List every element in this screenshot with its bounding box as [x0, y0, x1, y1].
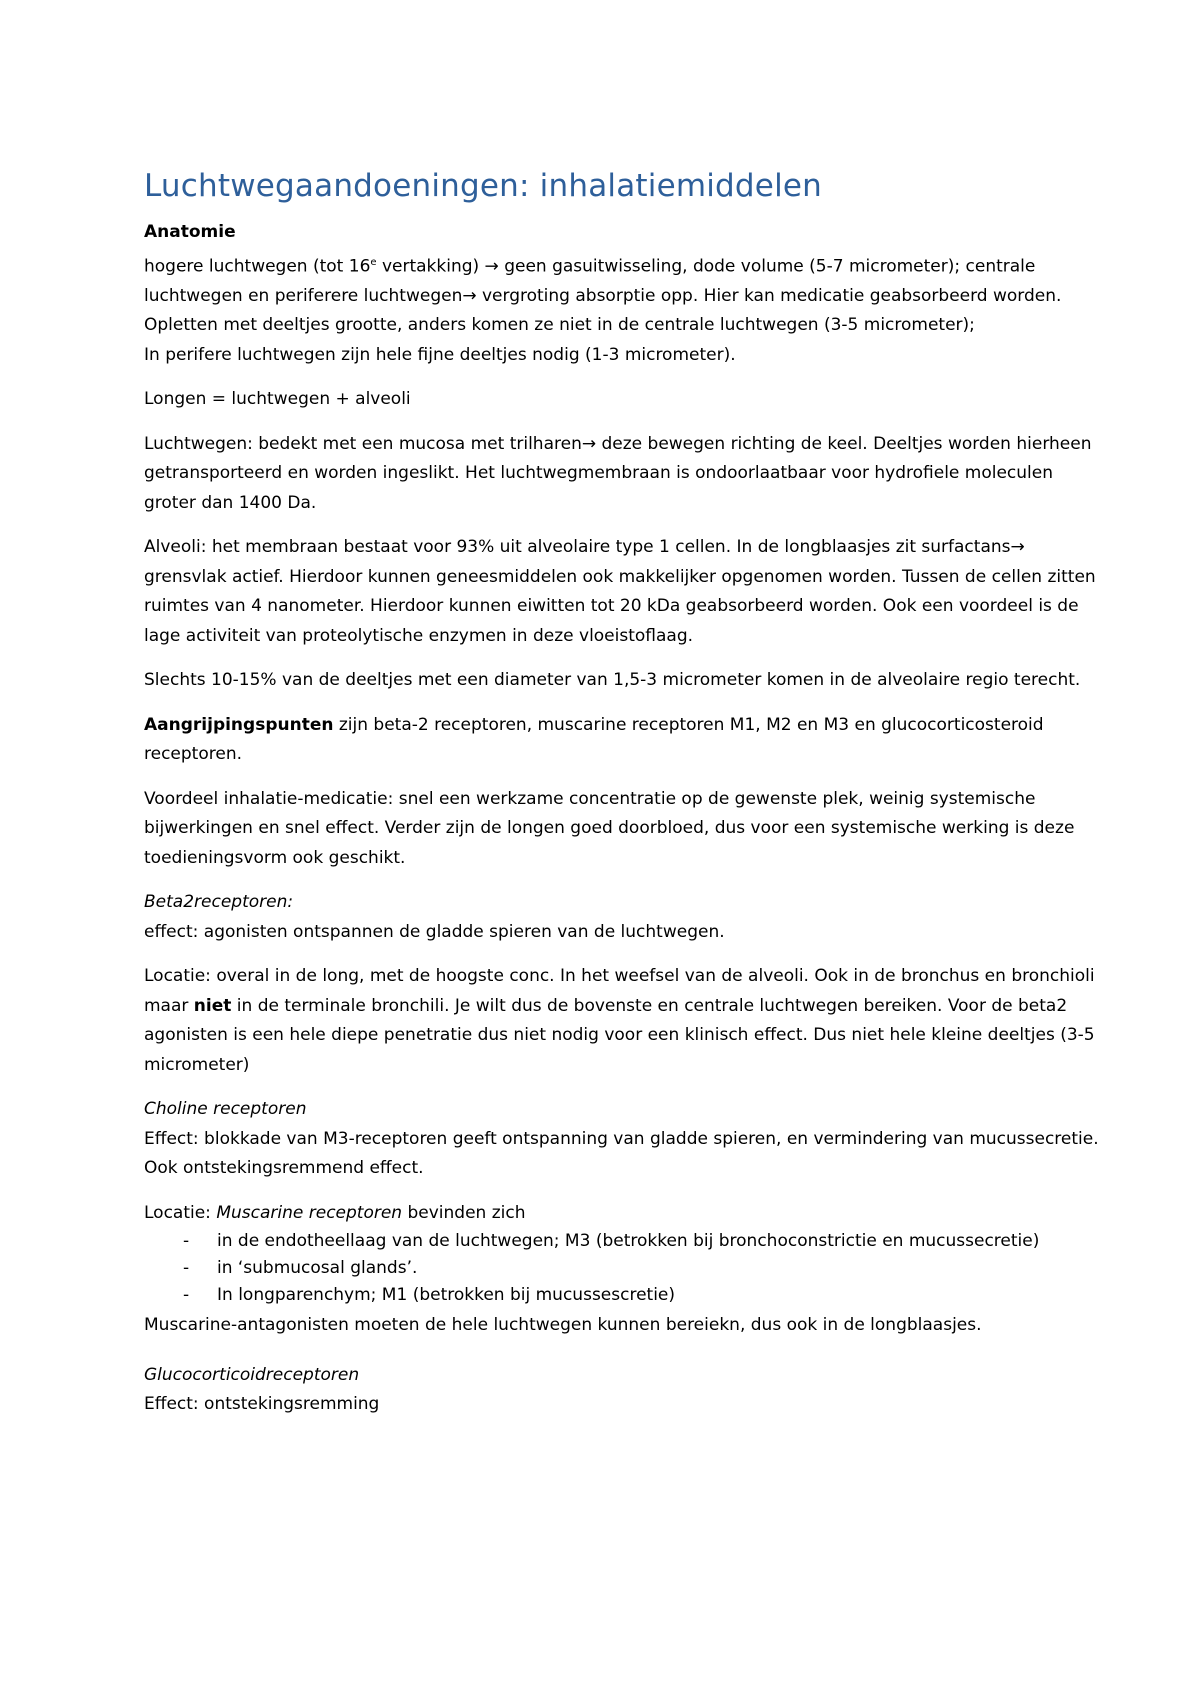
- choline-locatie: [144, 1199, 1100, 1229]
- choline-locatie-b: bevinden zich: [402, 1202, 526, 1223]
- document-title: Luchtwegaandoeningen: inhalatiemiddelen: [144, 168, 823, 204]
- list-item-text: in ‘submucosal glands’.: [217, 1258, 418, 1279]
- choline-effect: Effect: blokkade van M3-receptoren geeft ontspanning van gladde spieren, en vermindering van mucussecretie. Ook ontstekingsremmend effect.: [144, 1128, 1099, 1179]
- anatomie-text-1b: vertakking) → geen gasuitwisseling, dode volume (5-7 micrometer); centrale luchtwegen en periferere luchtwegen→ vergroting absorptie opp. Hier kan medicatie geabsorbeerd worden. Opletten met deeltjes grootte, anders komen ze niet in de centrale luchtwegen (3-5 micrometer);: [144, 256, 1062, 336]
- aangrijpingspunten-bold: Aangrijpingspunten: [144, 714, 334, 735]
- beta2-locatie-b: in de terminale bronchili. Je wilt dus de bovenste en centrale luchtwegen bereiken. Voor de beta2 agonisten is een hele diepe penetratie dus niet nodig voor een klinisch effect. Dus niet hele kleine deeltjes (3-5 micrometer): [144, 995, 1095, 1075]
- paragraph-muscarine-antagonisten: Muscarine-antagonisten moeten de hele luchtwegen kunnen bereiekn, dus ook in de longblaasjes.: [144, 1315, 982, 1336]
- paragraph-voordeel: Voordeel inhalatie-medicatie: snel een werkzame concentratie op de gewenste plek, weinig systemische bijwerkingen en snel effect. Verder zijn de longen goed doorbloed, dus voor een systemische werking is deze toedieningsvorm ook geschikt.: [144, 788, 1075, 868]
- dash-marker: -: [183, 1285, 190, 1306]
- anatomie-superscript: e: [370, 256, 377, 268]
- choline-locatie-a: Locatie:: [144, 1202, 217, 1223]
- anatomie-paragraph-2: In perifere luchtwegen zijn hele fijne deeltjes nodig (1-3 micrometer).: [144, 344, 736, 365]
- list-item: [144, 1228, 1100, 1255]
- list-item: [144, 1282, 1100, 1309]
- list-item-text: in de endotheellaag van de luchtwegen; M3 (betrokken bij bronchoconstrictie en mucussecretie): [217, 1231, 1040, 1252]
- section-gluco: [144, 1361, 1100, 1420]
- paragraph-slechts: Slechts 10-15% van de deeltjes met een diameter van 1,5-3 micrometer komen in de alveolaire regio terecht.: [144, 670, 1081, 691]
- choline-heading: Choline receptoren: [144, 1099, 307, 1120]
- anatomie-text-1a: hogere luchtwegen (tot 16: [144, 256, 371, 277]
- muscarine-list: [144, 1228, 1100, 1309]
- list-item-text: In longparenchym; M1 (betrokken bij mucussescretie): [217, 1285, 676, 1306]
- section-anatomie: [144, 218, 1100, 370]
- dash-marker: -: [183, 1258, 190, 1279]
- anatomie-heading: Anatomie: [144, 222, 236, 242]
- section-choline: [144, 1095, 1100, 1184]
- beta2-effect: effect: agonisten ontspannen de gladde spieren van de luchtwegen.: [144, 921, 725, 942]
- gluco-effect: Effect: ontstekingsremming: [144, 1394, 380, 1415]
- aangrijpingspunten-rest: zijn beta-2 receptoren, muscarine receptoren M1, M2 en M3 en glucocorticosteroid receptoren.: [144, 714, 1044, 765]
- choline-locatie-italic: Muscarine receptoren: [216, 1202, 403, 1223]
- dash-marker: -: [183, 1231, 190, 1252]
- beta2-locatie-bold: niet: [193, 995, 232, 1016]
- gluco-heading: Glucocorticoidreceptoren: [144, 1364, 360, 1385]
- paragraph-alveoli: Alveoli: het membraan bestaat voor 93% uit alveolaire type 1 cellen. In de longblaasjes zit surfactans→ grensvlak actief. Hierdoor kunnen geneesmiddelen ook makkelijker opgenomen worden. Tussen de cellen zitten ruimtes van 4 nanometer. Hierdoor kunnen eiwitten tot 20 kDa geabsorbeerd worden. Ook een voordeel is de lage activiteit van proteolytische enzymen in deze vloeistoflaag.: [144, 537, 1096, 646]
- paragraph-beta2-locatie: [144, 962, 1100, 1080]
- paragraph-longen: Longen = luchtwegen + alveoli: [144, 389, 411, 410]
- anatomie-paragraph-1: [144, 248, 1100, 341]
- section-beta2: [144, 888, 1100, 947]
- paragraph-aangrijpingspunten: [144, 711, 1100, 770]
- beta2-locatie-a: Locatie: overal in de long, met de hoogste conc. In het weefsel van de alveoli. Ook in de bronchus en bronchioli maar: [144, 966, 1095, 1016]
- list-item: [144, 1255, 1100, 1282]
- paragraph-luchtwegen: Luchtwegen: bedekt met een mucosa met trilharen→ deze bewegen richting de keel. Deeltjes worden hierheen getransporteerd en worden ingeslikt. Het luchtwegmembraan is ondoorlaatbaar voor hydrofiele moleculen groter dan 1400 Da.: [144, 433, 1092, 513]
- beta2-heading: Beta2receptoren:: [144, 892, 294, 913]
